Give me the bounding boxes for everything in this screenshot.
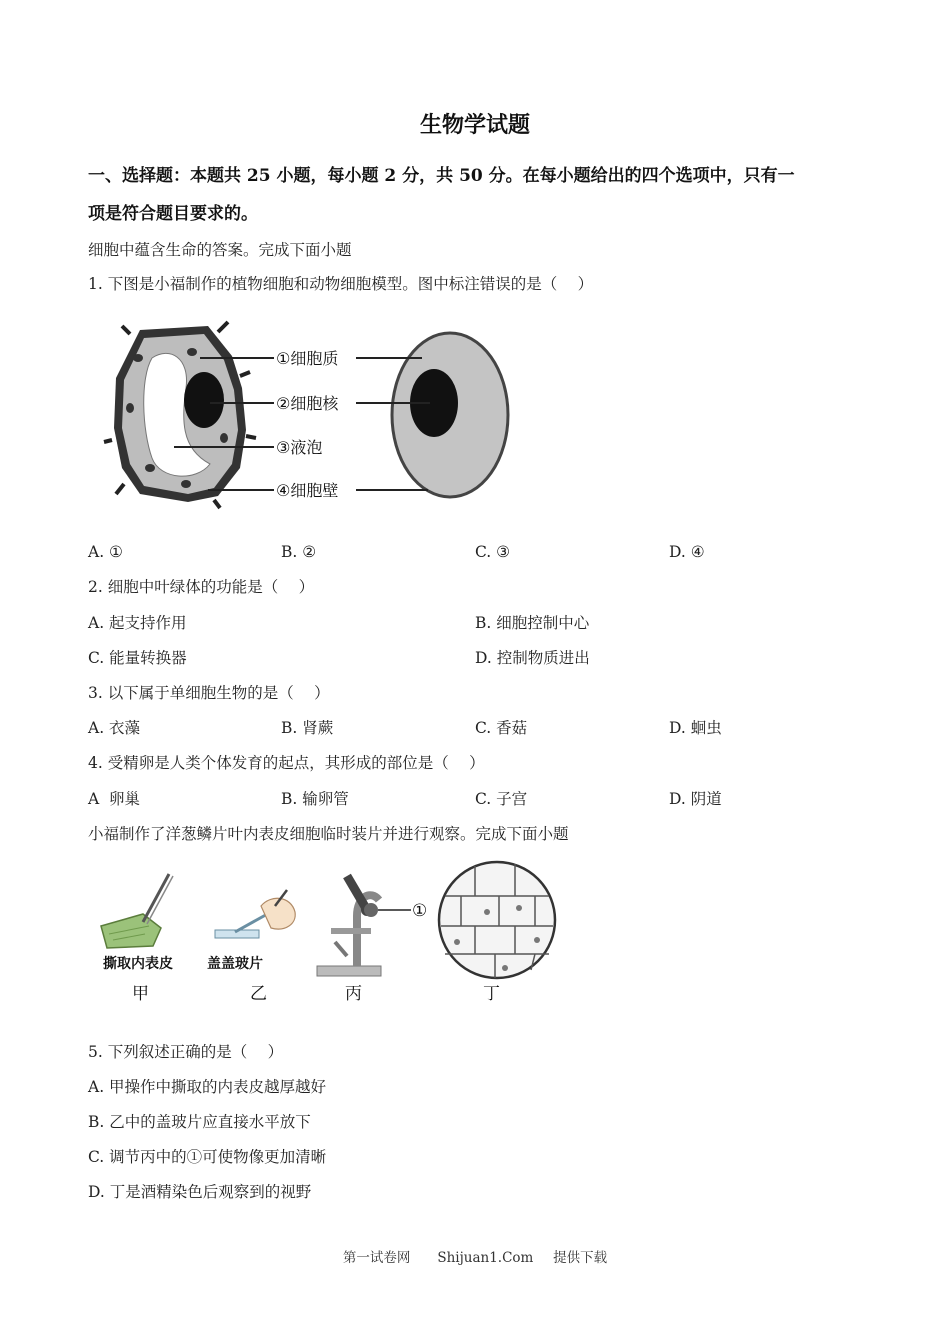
page-footer: 第一试卷网 Shijuan1.Com 提供下载 bbox=[342, 1250, 608, 1266]
section-heading-line2: 项是符合题目要求的。 bbox=[88, 204, 258, 224]
intro-text-1: 细胞中蕴含生命的答案。完成下面小题 bbox=[88, 241, 352, 259]
q5-option-b: B. 乙中的盖玻片应直接水平放下 bbox=[88, 1113, 311, 1131]
q1-option-b: B. ② bbox=[281, 543, 317, 561]
q2-option-c: C. 能量转换器 bbox=[88, 649, 187, 667]
question-3-stem: 3. 以下属于单细胞生物的是（ ） bbox=[88, 684, 330, 702]
q4-option-b: B. 输卵管 bbox=[281, 790, 349, 808]
q1-option-c: C. ③ bbox=[475, 543, 511, 561]
q5-option-c: C. 调节丙中的①可使物像更加清晰 bbox=[88, 1148, 327, 1166]
marker-knob: ① bbox=[412, 901, 428, 921]
panel-jia-illustration bbox=[101, 874, 173, 948]
question-2-stem: 2. 细胞中叶绿体的功能是（ ） bbox=[88, 578, 315, 596]
panel-label-bing: 丙 bbox=[345, 984, 362, 1004]
q4-option-d: D. 阴道 bbox=[669, 790, 722, 808]
label-cytoplasm: ①细胞质 bbox=[276, 349, 339, 368]
q3-option-c: C. 香菇 bbox=[475, 719, 528, 737]
label-vacuole: ③液泡 bbox=[276, 438, 323, 457]
page-title: 生物学试题 bbox=[419, 112, 530, 138]
coarse-adjustment-knob bbox=[364, 903, 378, 917]
panel-ding-field-of-view bbox=[439, 862, 555, 978]
question-1-stem: 1. 下图是小福制作的植物细胞和动物细胞模型。图中标注错误的是（ ） bbox=[88, 275, 594, 293]
q3-option-d: D. 蛔虫 bbox=[669, 719, 722, 737]
caption-cover-slip: 盖盖玻片 bbox=[207, 956, 263, 972]
panel-yi-illustration bbox=[215, 890, 295, 938]
intro-text-2: 小福制作了洋葱鳞片叶内表皮细胞临时装片并进行观察。完成下面小题 bbox=[88, 825, 569, 843]
q1-option-d: D. ④ bbox=[669, 543, 705, 561]
panel-bing-microscope-icon bbox=[317, 876, 381, 976]
plant-cell-nucleus bbox=[184, 372, 224, 428]
panel-label-jia: 甲 bbox=[132, 984, 149, 1004]
q1-option-a: A. ① bbox=[88, 543, 123, 561]
slide-preparation-figure bbox=[95, 856, 565, 1006]
q2-option-d: D. 控制物质进出 bbox=[475, 649, 590, 667]
q5-option-a: A. 甲操作中撕取的内表皮越厚越好 bbox=[88, 1078, 327, 1096]
question-5-stem: 5. 下列叙述正确的是（ ） bbox=[88, 1043, 284, 1061]
caption-peel-epidermis: 撕取内表皮 bbox=[103, 956, 173, 972]
cell-models-figure bbox=[100, 318, 520, 513]
q5-option-d: D. 丁是酒精染色后观察到的视野 bbox=[88, 1183, 312, 1201]
q3-option-a: A. 衣藻 bbox=[88, 719, 141, 737]
panel-label-ding: 丁 bbox=[483, 984, 500, 1004]
q3-option-b: B. 肾蕨 bbox=[281, 719, 334, 737]
q2-option-b: B. 细胞控制中心 bbox=[475, 614, 590, 632]
label-cell-wall: ④细胞壁 bbox=[276, 481, 339, 500]
question-4-stem: 4. 受精卵是人类个体发育的起点，其形成的部位是（ ） bbox=[88, 754, 485, 772]
section-heading-line1: 一、选择题：本题共 25 小题，每小题 2 分，共 50 分。在每小题给出的四个选项中，只有一 bbox=[88, 166, 795, 186]
q2-option-a: A. 起支持作用 bbox=[88, 614, 187, 632]
q4-option-c: C. 子宫 bbox=[475, 790, 528, 808]
label-nucleus: ②细胞核 bbox=[276, 394, 339, 413]
q4-option-a: A 卵巢 bbox=[88, 790, 141, 808]
panel-label-yi: 乙 bbox=[250, 984, 267, 1004]
